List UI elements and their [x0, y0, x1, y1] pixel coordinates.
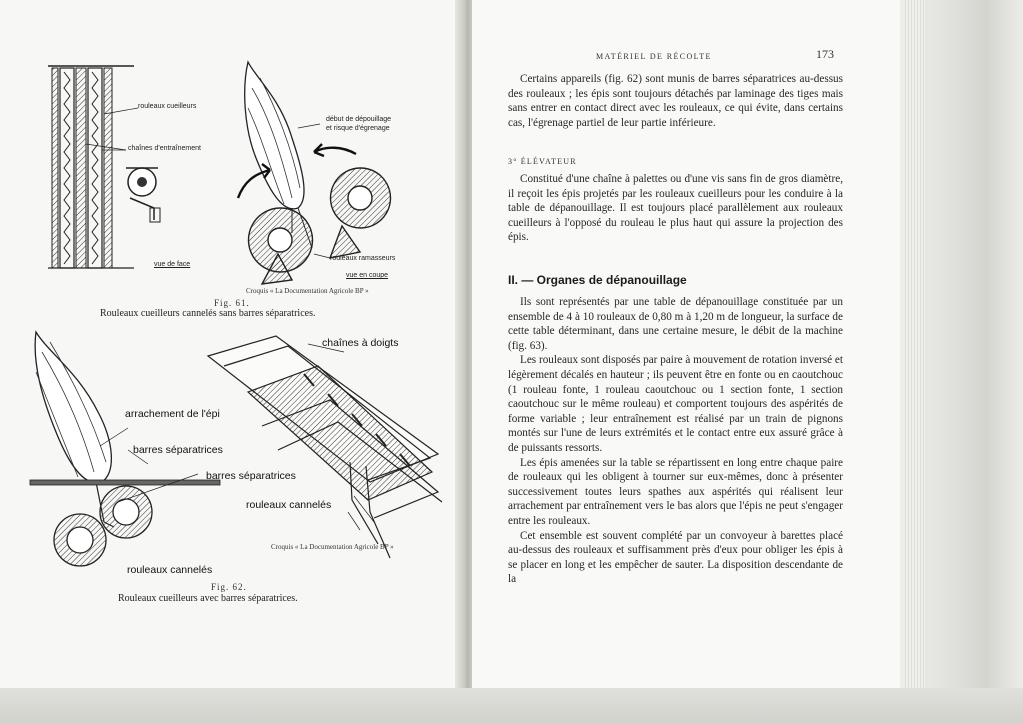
sub-heading-elevateur: 3° ÉLÉVATEUR — [508, 157, 577, 166]
label-debut-depouillage-2: et risque d'égrenage — [326, 125, 390, 132]
paragraph-1-text: Certains appareils (fig. 62) sont munis de barres séparatrices au-dessus des rouleaux ; les épis sont toujours détachés par laminage des tiges mais sans entrer en contact direct avec les rouleaux, ce qui évite, dans certains cas, l'égrenage partiel de leur partie inférieure. — [508, 73, 843, 129]
paragraph-3-text: Ils sont représentés par une table de dépanouillage constituée par un ensemble de 4 à 10 rouleaux de 0,80 m à 1,20 m de longueur, la surface de cette table déterminant, dans une certaine mesure, le débit de la machine (fig. 63). — [508, 296, 843, 352]
label-arrachement-epi: arrachement de l'épi — [125, 408, 220, 420]
paragraph-2-text: Constitué d'une chaîne à palettes ou d'une vis sans fin de gros diamètre, il reçoit les épis projetés par les rouleaux cueilleurs pour les conduire à la table de dépanouillage. Il est toujours placé parallèlement aux rouleaux cueilleurs à l'opposé du rouleau le plus haut qui assure la projection des épis. — [508, 173, 843, 244]
fig61-credit: Croquis « La Documentation Agricole BP » — [246, 287, 369, 295]
fig62-credit: Croquis « La Documentation Agricole BP » — [271, 543, 394, 551]
section-heading: II. — Organes de dépanouillage — [508, 273, 687, 287]
paragraph-6-text: Cet ensemble est souvent complété par un convoyeur à barettes placé au-dessus des rouleaux et suffisamment près d'eux pour obliger les épis à se placer en long et les empêcher de sauter. La disposition descendante de la — [508, 529, 843, 586]
bottom-shadow — [0, 688, 1023, 724]
label-barres-separatrices-2: barres séparatrices — [206, 470, 296, 482]
paragraph-3 — [508, 295, 843, 587]
label-vue-en-coupe: vue en coupe — [346, 272, 389, 279]
paragraph-5-text: Les épis amenées sur la table se répartissent en long entre chaque paire de rouleaux qui les obligent à tourner sur eux-mêmes, donc à présenter successivement toutes leurs spathes aux aspérités qui réalisent leur arrachement par entraînement vers le bas alors que l'épis ne peut s'engager entre les rouleaux. — [508, 456, 843, 527]
label-rouleaux-cueilleurs: rouleaux cueilleurs — [138, 103, 197, 110]
label-rouleaux-ramasseurs: rouleaux ramasseurs — [330, 255, 396, 262]
paragraph-2 — [508, 172, 843, 245]
fig62-number: Fig. 62. — [211, 582, 247, 592]
page-number: 173 — [816, 47, 834, 61]
paragraph-4-text: Les rouleaux sont disposés par paire à mouvement de rotation inversé et légèrement décalés en hauteur ; ils peuvent être en fonte ou en caoutchouc (1 rouleau fonte, 1 rouleau caoutchouc ou 1 section fonte, 1 section caoutchouc sur le même rouleau) et comportent toujours des aspérités de forme variable ; leur entraînement est réalisé par un train de pignons montés sur l'une de leurs extrémités et le contact entre eux assuré grâce à de puissants ressorts. — [508, 354, 843, 454]
label-chaines-entrainement: chaînes d'entraînement — [128, 145, 201, 152]
label-rouleaux-canneles-2: rouleaux cannelés — [127, 564, 213, 576]
fig61-caption: Rouleaux cueilleurs cannelés sans barres séparatrices. — [100, 308, 316, 319]
page-edge-stack — [905, 0, 925, 724]
fig62-caption: Rouleaux cueilleurs avec barres séparatrices. — [118, 593, 298, 604]
label-debut-depouillage-1: début de dépouillage — [326, 116, 392, 123]
fig61-number: Fig. 61. — [214, 298, 250, 308]
label-chaines-a-doigts: chaînes à doigts — [322, 337, 399, 349]
label-vue-de-face: vue de face — [154, 261, 191, 268]
running-head: MATÉRIEL DE RÉCOLTE — [596, 52, 712, 61]
paragraph-1 — [508, 72, 843, 130]
label-barres-separatrices-1: barres séparatrices — [133, 444, 223, 456]
label-rouleaux-canneles-1: rouleaux cannelés — [246, 499, 332, 511]
